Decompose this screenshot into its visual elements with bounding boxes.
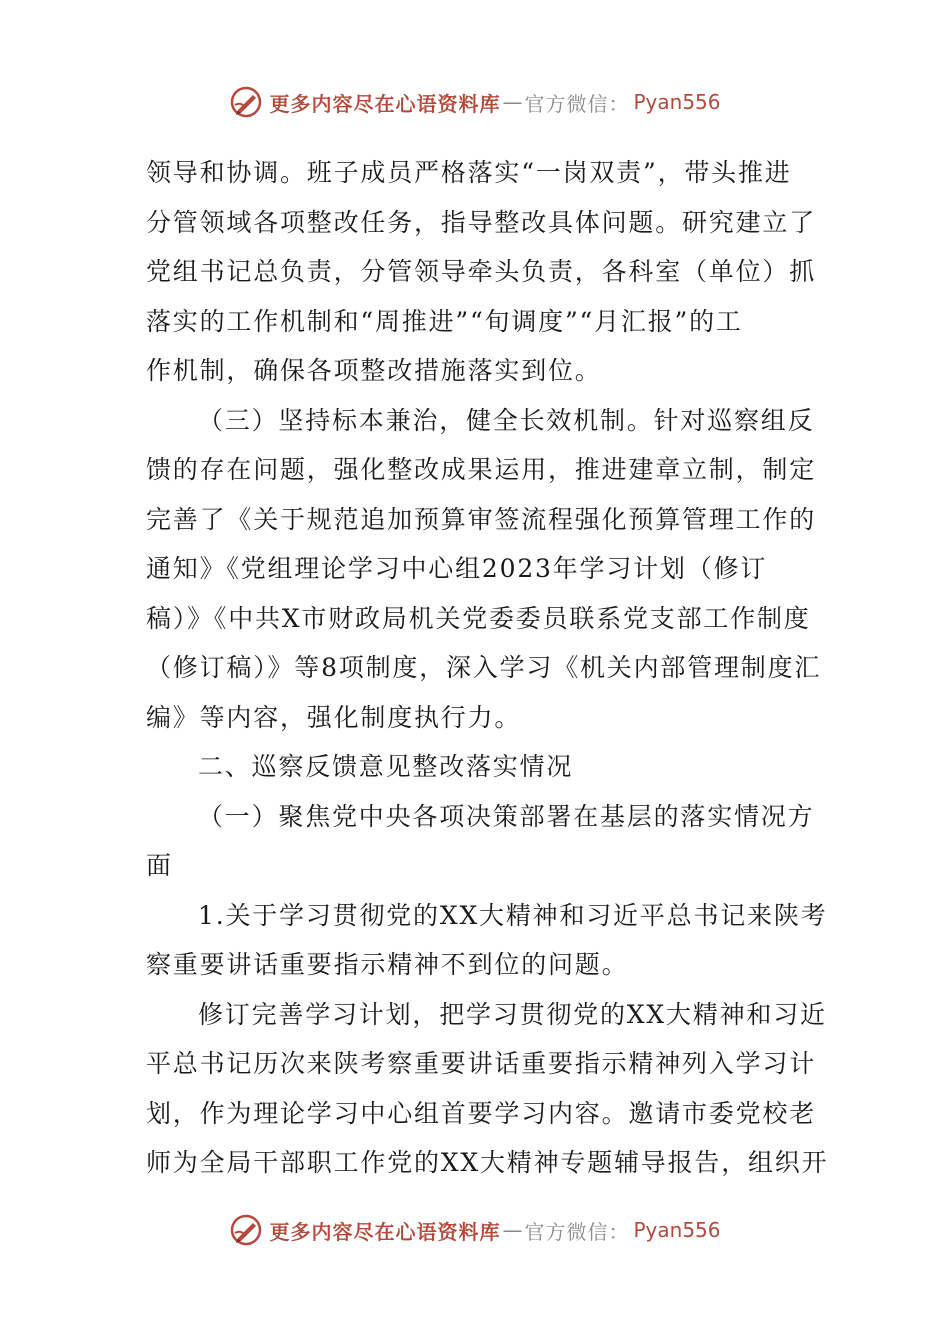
- text-line: 分管领域各项整改任务，指导整改具体问题。研究建立了: [146, 207, 817, 237]
- footer-watermark: [0, 1208, 950, 1252]
- item-heading: 1.关于学习贯彻党的XX大精神和习近平总书记来陕考: [198, 900, 828, 930]
- pen-logo-icon: [229, 85, 263, 119]
- text-line: 领导和协调。班子成员严格落实“一岗双责”，带头推进: [146, 158, 792, 187]
- text-line: 编》等内容，强化制度执行力。: [146, 702, 522, 732]
- text-line: 作机制，确保各项整改措施落实到位。: [146, 356, 602, 385]
- text-line: 划，作为理论学习中心组首要学习内容。邀请市委党校老: [146, 1098, 817, 1128]
- section-heading: 二、巡察反馈意见整改落实情况: [198, 752, 574, 781]
- wechat-label: 官方微信：: [524, 1219, 630, 1244]
- wechat-id: Pyan556: [633, 1218, 721, 1242]
- text-line: 平总书记历次来陕考察重要讲话重要指示精神列入学习计: [146, 1049, 817, 1078]
- brand-text: 更多内容尽在心语资料库: [269, 91, 501, 116]
- text-line: 察重要讲话重要指示精神不到位的问题。: [146, 950, 629, 979]
- text-line: （三）坚持标本兼治，健全长效机制。针对巡察组反: [198, 405, 815, 435]
- separator: —: [502, 1218, 523, 1242]
- separator: —: [502, 90, 523, 114]
- text-line: 落实的工作机制和“周推进”“旬调度”“月汇报”的工: [146, 306, 743, 336]
- text-line: 师为全局干部职工作党的XX大精神专题辅导报告，组织开: [146, 1148, 829, 1177]
- wechat-label: 官方微信：: [524, 91, 630, 116]
- brand-text: 更多内容尽在心语资料库: [269, 1219, 501, 1244]
- text-line: （修订稿）》等8项制度，深入学习《机关内部管理制度汇: [146, 653, 822, 682]
- text-line: 党组书记总负责，分管领导牵头负责，各科室（单位）抓: [146, 257, 817, 286]
- pen-logo-icon: [229, 1213, 263, 1247]
- header-watermark: [0, 80, 950, 124]
- text-line: 馈的存在问题，强化整改成果运用，推进建章立制，制定: [146, 455, 817, 484]
- text-line: 修订完善学习计划，把学习贯彻党的XX大精神和习近: [198, 999, 827, 1029]
- subsection-heading: （一）聚焦党中央各项决策部署在基层的落实情况方: [198, 801, 815, 831]
- wechat-id: Pyan556: [633, 90, 721, 114]
- text-line: 完善了《关于规范追加预算审签流程强化预算管理工作的: [146, 504, 817, 534]
- document-body: [146, 148, 829, 1188]
- text-line: 通知》《党组理论学习中心组2023年学习计划（修订: [146, 554, 768, 583]
- text-line: 稿）》《中共X市财政局机关党委委员联系党支部工作制度: [146, 603, 811, 633]
- text-line: 面: [146, 851, 173, 880]
